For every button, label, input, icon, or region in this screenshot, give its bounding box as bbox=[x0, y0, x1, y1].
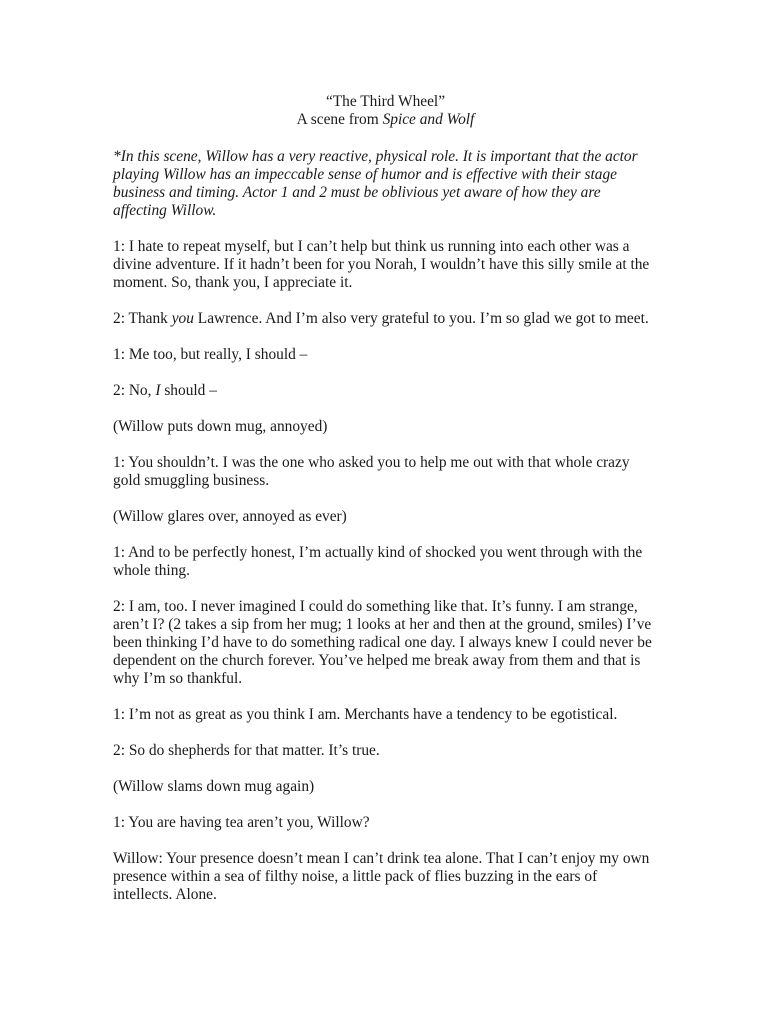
dialogue-line: 1: You are having tea aren’t you, Willow? bbox=[113, 814, 370, 831]
line-text: Lawrence. And I’m also very grateful to you. I’m so glad we got to meet. bbox=[193, 310, 649, 327]
subtitle-prefix: A scene from bbox=[296, 111, 383, 128]
line-text: should – bbox=[160, 382, 217, 399]
scene-subtitle bbox=[113, 111, 658, 129]
subtitle-work: Spice and Wolf bbox=[382, 111, 475, 128]
scene-note: *In this scene, Willow has a very reactive, physical role. It is important that the actor playing Willow has an impeccable sense of humor and is effective with their stage business and timing. Actor 1 and 2 must be oblivious yet aware of how they are affecting Willow. bbox=[113, 148, 638, 219]
stage-direction: (Willow puts down mug, annoyed) bbox=[113, 418, 328, 435]
line-text: 2: No, bbox=[113, 382, 156, 399]
stage-direction: (Willow glares over, annoyed as ever) bbox=[113, 508, 347, 525]
title-block bbox=[113, 93, 658, 129]
dialogue-line: 2: So do shepherds for that matter. It’s true. bbox=[113, 742, 380, 759]
line-text: 2: Thank bbox=[113, 310, 172, 327]
line-emphasis: I bbox=[155, 382, 161, 399]
dialogue-line: 2: I am, too. I never imagined I could do something like that. It’s funny. I am strange, aren’t I? (2 takes a sip from her mug; 1 looks at her and then at the ground, smiles) I’ve been thinking I’d have to do something radical one day. I always knew I could never be dependent on the church forever. You’ve helped me break away from them and that is why I’m so thankful. bbox=[113, 598, 652, 687]
dialogue-line: Willow: Your presence doesn’t mean I can’t drink tea alone. That I can’t enjoy my own presence within a sea of filthy noise, a little pack of flies buzzing in the ears of intellects. Alone. bbox=[113, 850, 650, 903]
dialogue-line bbox=[113, 310, 658, 328]
line-emphasis: you bbox=[171, 310, 194, 327]
dialogue-line: 1: Me too, but really, I should – bbox=[113, 346, 308, 363]
dialogue-line: 1: I’m not as great as you think I am. Merchants have a tendency to be egotistical. bbox=[113, 706, 618, 723]
scene-title: “The Third Wheel” bbox=[325, 93, 446, 110]
dialogue-line: 1: And to be perfectly honest, I’m actually kind of shocked you went through with the whole thing. bbox=[113, 544, 643, 579]
dialogue-line: 1: I hate to repeat myself, but I can’t help but think us running into each other was a divine adventure. If it hadn’t been for you Norah, I wouldn’t have this silly smile at the moment. So, thank you, I appreciate it. bbox=[113, 238, 650, 291]
dialogue-line: 1: You shouldn’t. I was the one who asked you to help me out with that whole crazy gold smuggling business. bbox=[113, 454, 630, 489]
stage-direction: (Willow slams down mug again) bbox=[113, 778, 315, 795]
dialogue-line bbox=[113, 382, 658, 400]
